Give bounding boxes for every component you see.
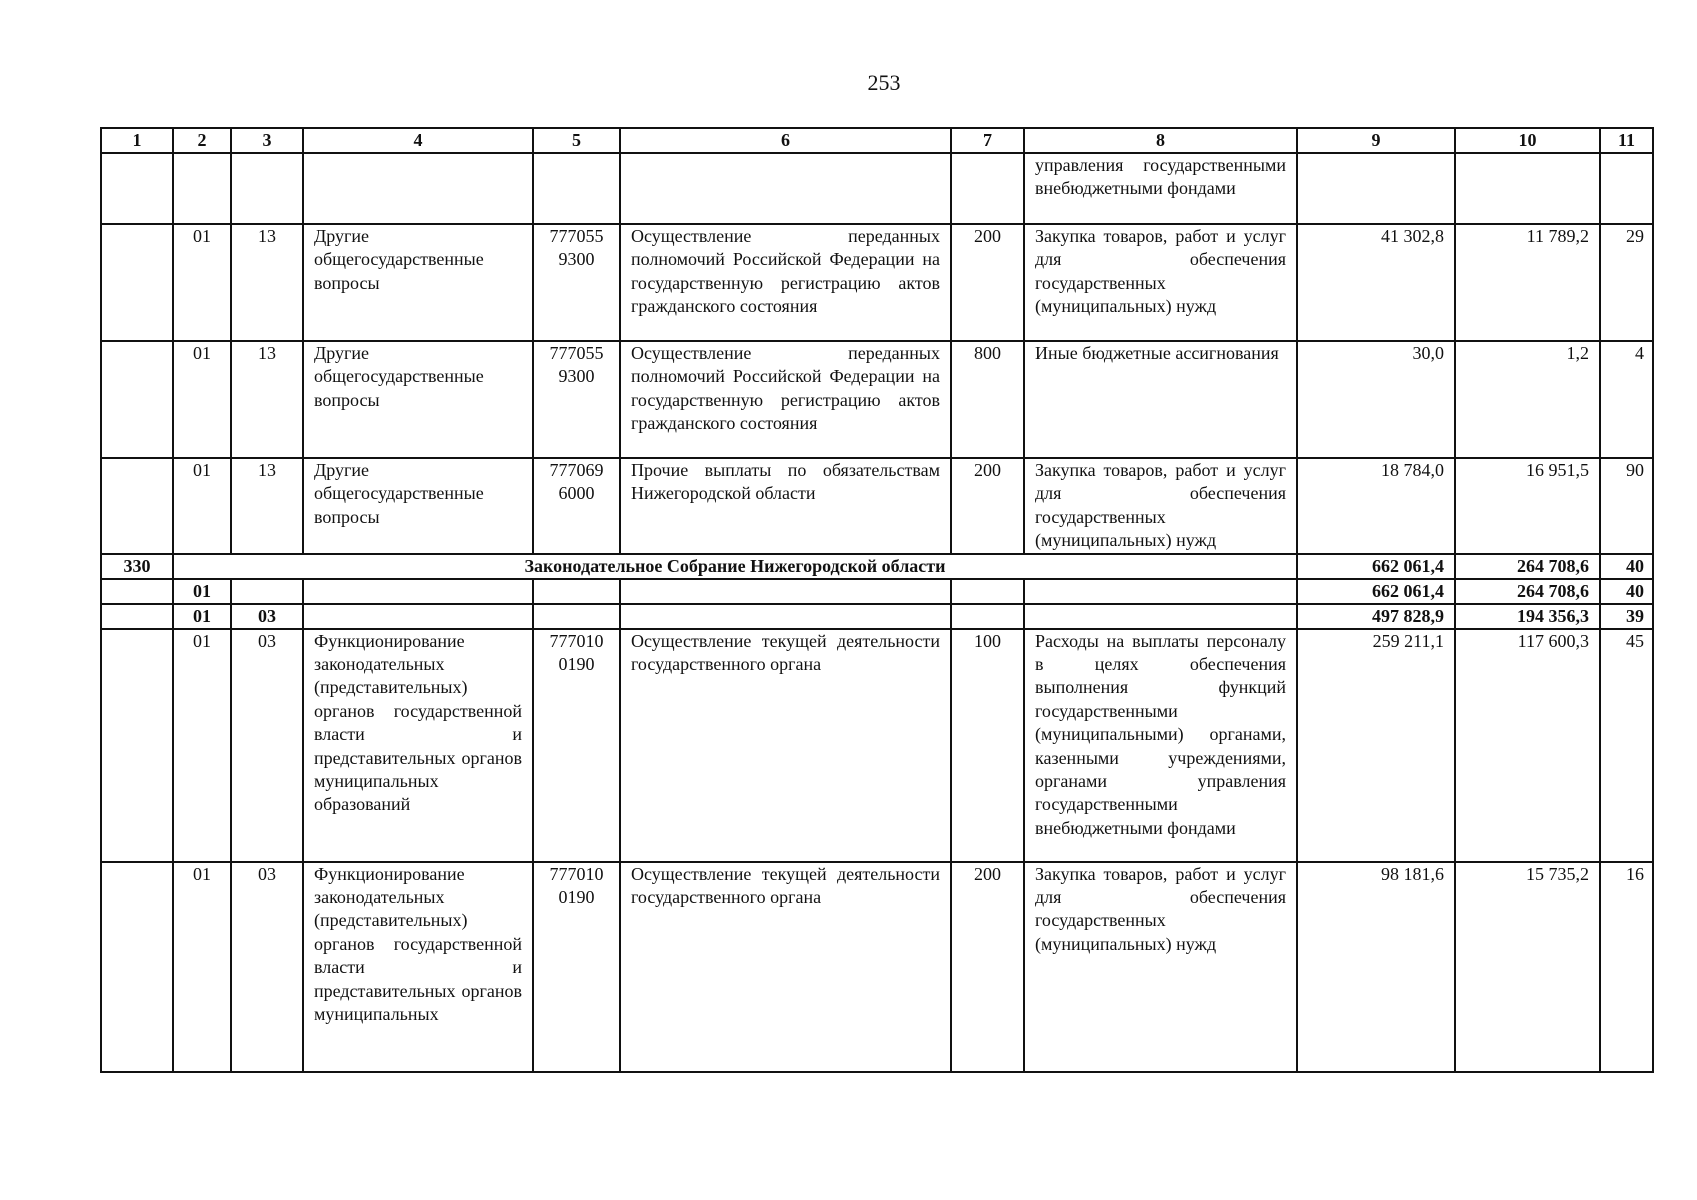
column-header: 9 — [1297, 128, 1455, 153]
cell-col5 — [533, 153, 620, 224]
cell-subsection: 13 — [231, 341, 303, 458]
column-header: 10 — [1455, 128, 1600, 153]
cell-section: 01 — [173, 341, 231, 458]
cell-target-code: 777069 6000 — [533, 458, 620, 554]
cell-col1 — [101, 579, 173, 604]
cell-percent: 29 — [1600, 224, 1653, 341]
cell-subsection: 03 — [231, 629, 303, 862]
page-number: 253 — [867, 70, 901, 95]
cell-col6 — [620, 579, 951, 604]
column-header: 1 — [101, 128, 173, 153]
cell-col1 — [101, 153, 173, 224]
budget-table — [100, 127, 1654, 1073]
table-row — [101, 862, 1653, 1072]
cell-section-name: Другие общегосударственные вопросы — [303, 341, 533, 458]
cell-program-name: Осуществление переданных полномочий Российской Федерации на государственную регистрацию актов гражданского состояния — [620, 224, 951, 341]
column-header: 3 — [231, 128, 303, 153]
cell-col7 — [951, 579, 1024, 604]
cell-col4 — [303, 153, 533, 224]
cell-section: 01 — [173, 579, 231, 604]
cell-col1 — [101, 341, 173, 458]
column-header: 2 — [173, 128, 231, 153]
cell-plan: 662 061,4 — [1297, 579, 1455, 604]
cell-col5 — [533, 604, 620, 629]
cell-target-code: 777010 0190 — [533, 629, 620, 862]
cell-actual: 117 600,3 — [1455, 629, 1600, 862]
cell-col1 — [101, 629, 173, 862]
cell-col8 — [1024, 579, 1297, 604]
cell-subsection: 13 — [231, 458, 303, 554]
cell-section: 01 — [173, 862, 231, 1072]
cell-plan: 30,0 — [1297, 341, 1455, 458]
cell-plan: 18 784,0 — [1297, 458, 1455, 554]
column-header: 6 — [620, 128, 951, 153]
cell-col6 — [620, 604, 951, 629]
table-row — [101, 458, 1653, 554]
cell-col5 — [533, 579, 620, 604]
cell-expense-code: 200 — [951, 458, 1024, 554]
cell-col1 — [101, 224, 173, 341]
cell-org-code: 330 — [101, 554, 173, 579]
cell-section: 01 — [173, 629, 231, 862]
cell-percent: 4 — [1600, 341, 1653, 458]
column-header: 8 — [1024, 128, 1297, 153]
cell-section: 01 — [173, 224, 231, 341]
cell-actual: 15 735,2 — [1455, 862, 1600, 1072]
cell-target-code: 777055 9300 — [533, 224, 620, 341]
header-row — [101, 128, 1653, 153]
column-header: 5 — [533, 128, 620, 153]
cell-actual: 194 356,3 — [1455, 604, 1600, 629]
cell-org-name: Законодательное Собрание Нижегородской области — [173, 554, 1297, 579]
cell-target-code: 777010 0190 — [533, 862, 620, 1072]
cell-percent: 39 — [1600, 604, 1653, 629]
cell-actual: 264 708,6 — [1455, 554, 1600, 579]
cell-col7 — [951, 604, 1024, 629]
cell-plan: 41 302,8 — [1297, 224, 1455, 341]
cell-program-name: Прочие выплаты по обязательствам Нижегородской области — [620, 458, 951, 554]
cell-plan: 497 828,9 — [1297, 604, 1455, 629]
section-total-row — [101, 579, 1653, 604]
cell-percent: 40 — [1600, 554, 1653, 579]
cell-col8 — [1024, 604, 1297, 629]
cell-expense-type: Закупка товаров, работ и услуг для обеспечения государственных (муниципальных) нужд — [1024, 862, 1297, 1072]
cell-col4 — [303, 604, 533, 629]
cell-subsection: 03 — [231, 862, 303, 1072]
cell-percent: 40 — [1600, 579, 1653, 604]
table-row — [101, 629, 1653, 862]
column-header: 11 — [1600, 128, 1653, 153]
cell-percent: 90 — [1600, 458, 1653, 554]
cell-plan: 662 061,4 — [1297, 554, 1455, 579]
cell-actual: 16 951,5 — [1455, 458, 1600, 554]
table-row — [101, 224, 1653, 341]
cell-target-code: 777055 9300 — [533, 341, 620, 458]
cell-col1 — [101, 604, 173, 629]
cell-subsection: 03 — [231, 604, 303, 629]
cell-actual: 264 708,6 — [1455, 579, 1600, 604]
cell-section: 01 — [173, 604, 231, 629]
cell-plan: 259 211,1 — [1297, 629, 1455, 862]
cell-plan: 98 181,6 — [1297, 862, 1455, 1072]
cell-expense-type: управления государственными внебюджетными фондами — [1024, 153, 1297, 224]
cell-percent: 16 — [1600, 862, 1653, 1072]
cell-expense-type: Закупка товаров, работ и услуг для обеспечения государственных (муниципальных) нужд — [1024, 224, 1297, 341]
cell-col6 — [620, 153, 951, 224]
cell-program-name: Осуществление текущей деятельности государственного органа — [620, 629, 951, 862]
org-total-row — [101, 554, 1653, 579]
cell-col4 — [303, 579, 533, 604]
cell-expense-code: 800 — [951, 341, 1024, 458]
cell-col7 — [951, 153, 1024, 224]
cell-section-name: Другие общегосударственные вопросы — [303, 224, 533, 341]
column-header: 4 — [303, 128, 533, 153]
cell-section-name: Функционирование законодательных (представительных) органов государственной власти и представительных органов муниципальных — [303, 862, 533, 1072]
cell-col1 — [101, 862, 173, 1072]
cell-col3 — [231, 153, 303, 224]
cell-program-name: Осуществление текущей деятельности государственного органа — [620, 862, 951, 1072]
cell-expense-code: 100 — [951, 629, 1024, 862]
subsection-total-row — [101, 604, 1653, 629]
cell-subsection — [231, 579, 303, 604]
cell-col11 — [1600, 153, 1653, 224]
cell-actual: 1,2 — [1455, 341, 1600, 458]
cell-col9 — [1297, 153, 1455, 224]
cell-expense-code: 200 — [951, 862, 1024, 1072]
cell-expense-code: 200 — [951, 224, 1024, 341]
table-row — [101, 341, 1653, 458]
cell-section: 01 — [173, 458, 231, 554]
cell-expense-type: Расходы на выплаты персоналу в целях обеспечения выполнения функций государственными (муниципальными) органами, казенными учреждениями, органами управления государственными внебюджетными фондами — [1024, 629, 1297, 862]
cell-expense-type: Иные бюджетные ассигнования — [1024, 341, 1297, 458]
cell-section-name: Другие общегосударственные вопросы — [303, 458, 533, 554]
cell-percent: 45 — [1600, 629, 1653, 862]
cell-actual: 11 789,2 — [1455, 224, 1600, 341]
cell-col2 — [173, 153, 231, 224]
cell-section-name: Функционирование законодательных (представительных) органов государственной власти и представительных органов муниципальных образований — [303, 629, 533, 862]
column-header: 7 — [951, 128, 1024, 153]
cell-col10 — [1455, 153, 1600, 224]
cell-subsection: 13 — [231, 224, 303, 341]
cell-col1 — [101, 458, 173, 554]
table-row — [101, 153, 1653, 224]
cell-expense-type: Закупка товаров, работ и услуг для обеспечения государственных (муниципальных) нужд — [1024, 458, 1297, 554]
cell-program-name: Осуществление переданных полномочий Российской Федерации на государственную регистрацию актов гражданского состояния — [620, 341, 951, 458]
